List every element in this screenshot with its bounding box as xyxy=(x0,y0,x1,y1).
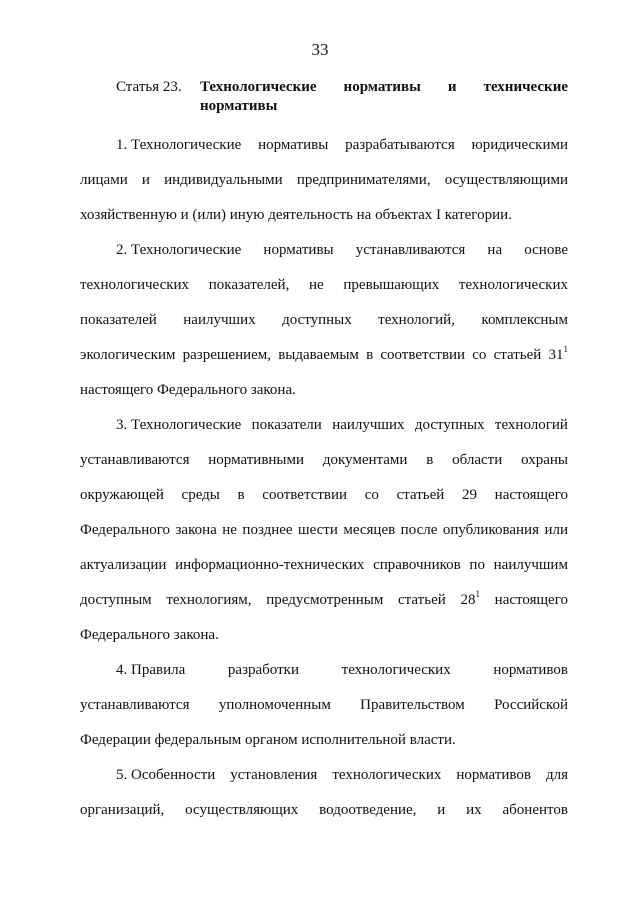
article-title-word: Технологические xyxy=(200,79,317,95)
text-word: $31^1$ xyxy=(548,344,568,363)
text-word: превышающих xyxy=(343,277,440,293)
text-word: информационно-технических xyxy=(175,557,365,573)
text-word: настоящего xyxy=(494,592,568,608)
text-line xyxy=(80,478,568,513)
text-word: устанавливаются xyxy=(80,452,190,468)
text-word: после xyxy=(400,522,438,538)
text-word: доступных xyxy=(414,417,485,433)
text-word: их xyxy=(466,802,482,818)
text-word: месяцев xyxy=(343,522,396,538)
text-word: документами xyxy=(322,452,408,468)
text-word: нормативов xyxy=(456,767,531,783)
text-word: осуществляющими xyxy=(444,172,568,188)
text-word: опубликования xyxy=(442,522,539,538)
text-line xyxy=(80,303,568,338)
text-word: $28^1$ xyxy=(460,589,480,608)
text-word: статьей xyxy=(493,347,542,363)
text-line xyxy=(80,268,568,303)
text-word: статьей xyxy=(398,592,446,608)
text-line xyxy=(80,163,568,198)
text-word: закона xyxy=(175,522,217,538)
text-word: и xyxy=(141,172,150,188)
text-word: нормативными xyxy=(208,452,305,468)
text-line xyxy=(80,583,568,618)
text-word: не xyxy=(309,277,324,293)
text-word: разработки xyxy=(227,662,299,678)
text-word: 3. Технологические xyxy=(116,417,242,433)
text-word: и xyxy=(437,802,446,818)
text-word: соответствии xyxy=(262,487,348,503)
text-word: в xyxy=(366,347,374,363)
text-line xyxy=(80,338,568,373)
text-word: нормативы xyxy=(258,137,329,153)
article-title-word: технические xyxy=(483,79,568,95)
paragraph-5 xyxy=(80,758,568,828)
text-word: Федерального xyxy=(80,522,171,538)
paragraph-1 xyxy=(80,128,568,233)
paragraph-2 xyxy=(80,233,568,408)
text-word: 5. Особенности xyxy=(116,767,216,783)
text-word: соответствии xyxy=(380,347,466,363)
text-word: предусмотренным xyxy=(266,592,384,608)
text-word: наилучших xyxy=(183,312,256,328)
text-word: технологиям, xyxy=(166,592,252,608)
text-word: нормативы xyxy=(263,242,334,258)
text-word: показателей xyxy=(80,312,157,328)
text-word: технологий, xyxy=(378,312,455,328)
text-word: лицами xyxy=(80,172,128,188)
text-word: 29 xyxy=(462,487,477,503)
text-word: технологических xyxy=(458,277,568,293)
text-word: настоящего xyxy=(494,487,568,503)
article-title-word: нормативы xyxy=(343,79,421,95)
paragraph-3 xyxy=(80,408,568,653)
text-word: осуществляющих xyxy=(185,802,299,818)
text-word: разрешением, xyxy=(182,347,272,363)
text-line xyxy=(80,653,568,688)
text-word: нормативов xyxy=(493,662,568,678)
text-word: устанавливаются xyxy=(355,242,466,258)
article-body xyxy=(80,128,568,828)
paragraph-4 xyxy=(80,653,568,758)
text-word: показателей, xyxy=(208,277,290,293)
text-word: устанавливаются xyxy=(80,697,190,713)
text-word: наилучших xyxy=(332,417,405,433)
text-word: доступных xyxy=(282,312,352,328)
text-word: по xyxy=(469,557,485,573)
text-word: технологий xyxy=(494,417,568,433)
text-word: хозяйственную и (или) иную деятельность на объектах I категории. xyxy=(80,207,512,223)
text-word: организаций, xyxy=(80,802,165,818)
text-line xyxy=(80,373,568,408)
text-word: экологическим xyxy=(80,347,176,363)
text-word: наилучшим xyxy=(493,557,568,573)
text-word: основе xyxy=(524,242,568,258)
text-word: окружающей xyxy=(80,487,164,503)
text-line xyxy=(80,618,568,653)
text-word: 4. Правила xyxy=(116,662,186,678)
text-word: Российской xyxy=(494,697,568,713)
article-title-line-1 xyxy=(200,78,568,97)
text-word: среды xyxy=(181,487,220,503)
superscript: 1 xyxy=(563,344,568,354)
text-line xyxy=(80,233,568,268)
text-word: на xyxy=(487,242,503,258)
text-word: Правительством xyxy=(360,697,465,713)
text-word: Федерации федеральным органом исполнительной власти. xyxy=(80,732,456,748)
text-word: технологических xyxy=(332,767,442,783)
text-word: технологических xyxy=(80,277,190,293)
text-line xyxy=(80,758,568,793)
text-word: со xyxy=(364,487,379,503)
text-word: актуализации xyxy=(80,557,167,573)
text-word: для xyxy=(545,767,568,783)
text-word: области xyxy=(452,452,503,468)
text-line xyxy=(80,793,568,828)
text-line xyxy=(80,688,568,723)
text-word: в xyxy=(426,452,434,468)
text-word: показатели xyxy=(251,417,322,433)
text-word: охраны xyxy=(521,452,568,468)
text-word: разрабатываются xyxy=(345,137,455,153)
text-word: уполномоченным xyxy=(218,697,331,713)
text-word: водоотведение, xyxy=(319,802,417,818)
text-word: 2. Технологические xyxy=(116,242,242,258)
text-word: юридическими xyxy=(471,137,568,153)
text-line xyxy=(80,548,568,583)
text-word: выдаваемым xyxy=(278,347,359,363)
text-word: технологических xyxy=(341,662,451,678)
article-number: Статья 23. xyxy=(116,79,182,95)
text-word: не xyxy=(222,522,237,538)
text-word: или xyxy=(544,522,568,538)
text-word: Федерального закона. xyxy=(80,627,219,643)
article-title-line-2: нормативы xyxy=(200,98,278,114)
text-line xyxy=(80,128,568,163)
text-word: предпринимателями, xyxy=(296,172,431,188)
text-word: шести xyxy=(298,522,338,538)
text-word: абонентов xyxy=(502,802,568,818)
text-word: доступным xyxy=(80,592,152,608)
text-line xyxy=(80,443,568,478)
text-word: в xyxy=(237,487,245,503)
text-line xyxy=(80,198,568,233)
superscript: 1 xyxy=(475,589,480,599)
text-line xyxy=(80,513,568,548)
text-word: позднее xyxy=(242,522,293,538)
text-line xyxy=(80,408,568,443)
text-word: со xyxy=(472,347,487,363)
text-word: установления xyxy=(230,767,318,783)
page-number: 33 xyxy=(311,40,329,59)
text-word: справочников xyxy=(373,557,461,573)
text-word: индивидуальными xyxy=(164,172,283,188)
text-word: статьей xyxy=(396,487,445,503)
article-title-word: и xyxy=(447,79,457,95)
article-title xyxy=(200,78,568,116)
text-word: комплексным xyxy=(481,312,568,328)
text-word: 1. Технологические xyxy=(116,137,242,153)
text-line xyxy=(80,723,568,758)
text-word: настоящего Федерального закона. xyxy=(80,382,296,398)
